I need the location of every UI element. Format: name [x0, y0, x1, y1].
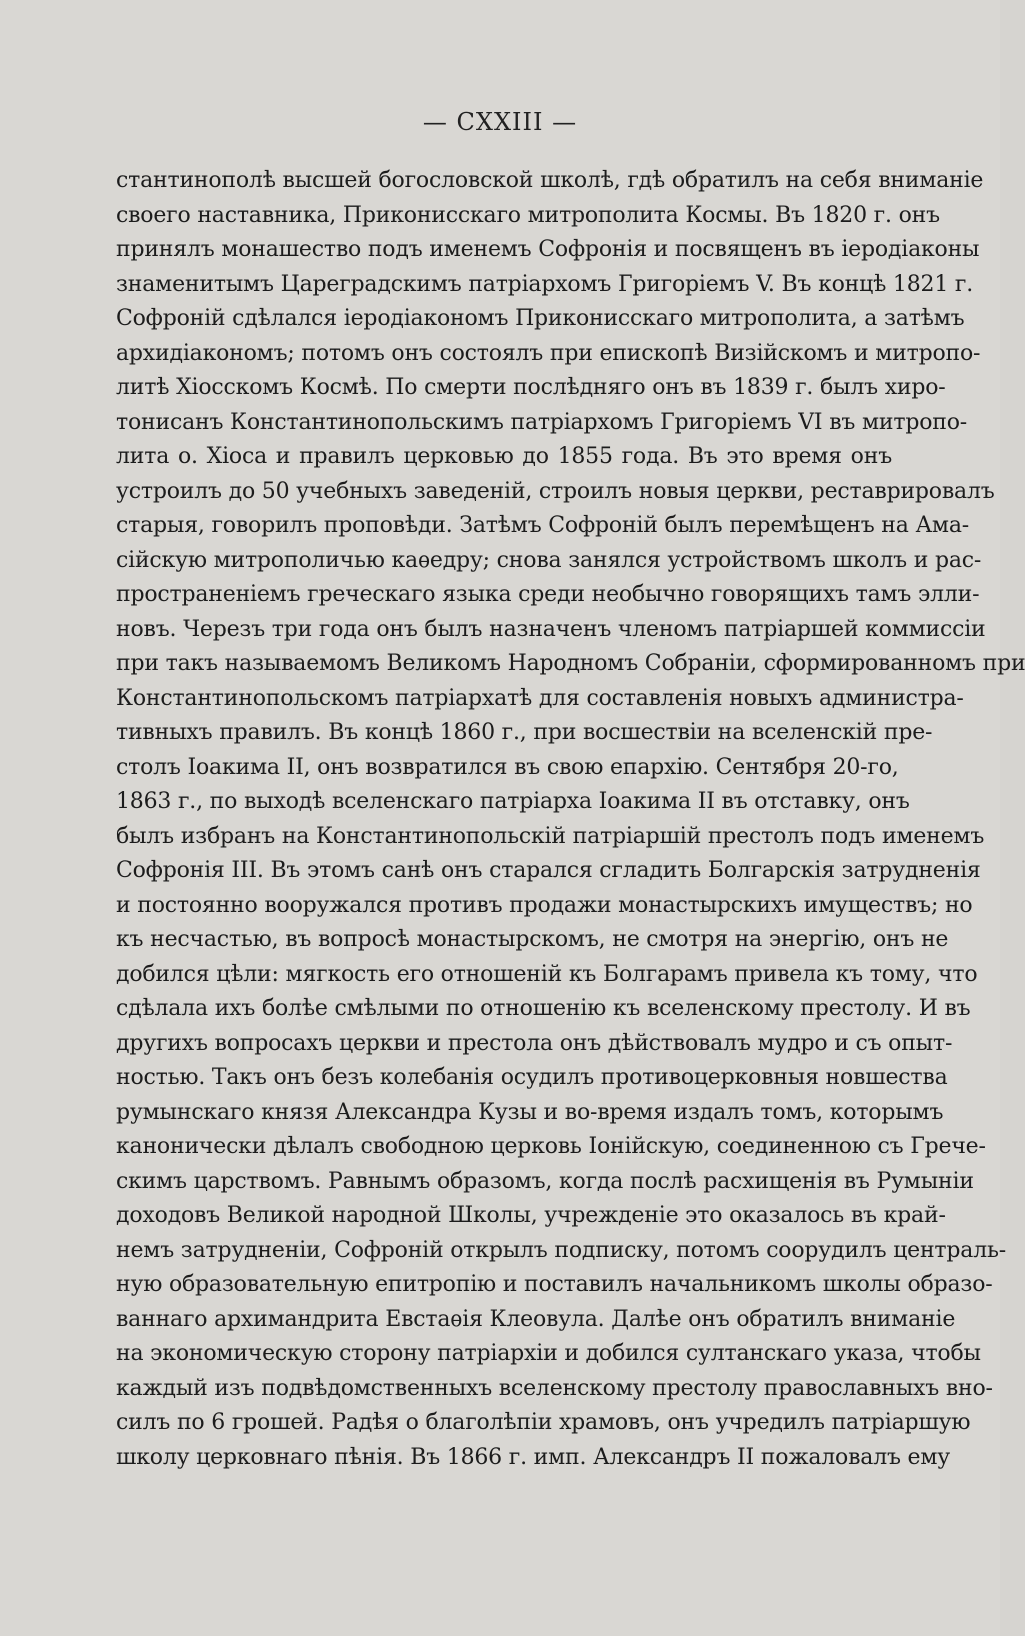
text-line: школу церковнаго пѣнія. Въ 1866 г. имп. Александръ II пожаловалъ ему — [116, 1444, 951, 1470]
text-line: стантинополѣ высшей богословской школѣ, гдѣ обратилъ на себя вниманіе — [116, 168, 984, 193]
text-line: немъ затрудненіи, Софроній открылъ подписку, потомъ соорудилъ централь- — [116, 1237, 1006, 1263]
text-line: литѣ Хіосскомъ Космѣ. По смерти послѣдняго онъ въ 1839 г. былъ хиро- — [116, 375, 946, 400]
text-line: румынскаго князя Александра Кузы и во-время издалъ томъ, которымъ — [116, 1099, 944, 1125]
text-line: былъ избранъ на Константинопольскій патріаршій престолъ подъ именемъ — [116, 823, 985, 849]
text-line: столъ Іоакима II, онъ возвратился въ свою епархію. Сентября 20-го, — [116, 754, 899, 780]
text-line: 1863 г., по выходѣ вселенскаго патріарха Іоакима II въ отставку, онъ — [116, 789, 910, 814]
text-line: сійскую митрополичью каѳедру; снова занялся устройствомъ школъ и рас- — [116, 547, 982, 573]
text-line: и постоянно вооружался противъ продажи монастырскихъ имуществъ; но — [116, 892, 973, 918]
text-line: Софроній сдѣлался іеродіакономъ Приконисскаго митрополита, а затѣмъ — [116, 306, 965, 331]
text-line: канонически дѣлалъ свободною церковь Іонійскую, соединенною съ Грече- — [116, 1134, 986, 1159]
text-line: каждый изъ подвѣдомственныхъ вселенскому престолу православныхъ вно- — [116, 1375, 993, 1401]
text-line: тонисанъ Константинопольскимъ патріархомъ Григоріемъ VI въ митропо- — [116, 409, 967, 435]
text-line: ваннаго архимандрита Евстаѳія Клеовула. Далѣе онъ обратилъ вниманіе — [116, 1306, 956, 1332]
text-line: своего наставника, Приконисскаго митрополита Космы. Въ 1820 г. онъ — [116, 202, 940, 228]
text-line: ную образовательную епитропію и поставилъ начальникомъ школы образо- — [116, 1272, 993, 1297]
body-text — [116, 164, 1025, 1475]
text-line: добился цѣли: мягкость его отношеній къ Болгарамъ привела къ тому, что — [116, 961, 978, 987]
text-line: знаменитымъ Цареградскимъ патріархомъ Григоріемъ V. Въ концѣ 1821 г. — [116, 271, 974, 297]
text-line: лита о. Хіоса и правилъ церковью до 1855 года. Въ это время онъ — [116, 444, 892, 469]
text-line: тивныхъ правилъ. Въ концѣ 1860 г., при восшествіи на вселенскій пре- — [116, 720, 933, 745]
text-line: пространеніемъ греческаго языка среди необычно говорящихъ тамъ элли- — [116, 582, 980, 607]
text-line: новъ. Черезъ три года онъ былъ назначенъ членомъ патріаршей коммиссіи — [116, 616, 986, 642]
text-line: другихъ вопросахъ церкви и престола онъ дѣйствовалъ мудро и съ опыт- — [116, 1030, 953, 1056]
text-line: принялъ монашество подъ именемъ Софронія и посвященъ въ іеродіаконы — [116, 237, 980, 262]
text-line: къ несчастью, въ вопросѣ монастырскомъ, не смотря на энергію, онъ не — [116, 927, 949, 952]
text-line: Константинопольскомъ патріархатѣ для составленія новыхъ администра- — [116, 685, 964, 711]
text-line: Софронія III. Въ этомъ санѣ онъ старался сгладить Болгарскія затрудненія — [116, 858, 981, 883]
text-line: старыя, говорилъ проповѣди. Затѣмъ Софроній былъ перемѣщенъ на Ама- — [116, 513, 969, 538]
text-line: ностью. Такъ онъ безъ колебанія осудилъ противоцерковныя новшества — [116, 1065, 948, 1090]
text-line: скимъ царствомъ. Равнымъ образомъ, когда послѣ расхищенія въ Румыніи — [116, 1168, 974, 1194]
text-line: силъ по 6 грошей. Радѣя о благолѣпіи храмовъ, онъ учредилъ патріаршую — [116, 1410, 971, 1435]
text-line: на экономическую сторону патріархіи и добился султанскаго указа, чтобы — [116, 1341, 981, 1366]
text-line: при такъ называемомъ Великомъ Народномъ Собраніи, сформированномъ при — [116, 651, 1025, 676]
text-line: архидіакономъ; потомъ онъ состоялъ при епископѣ Визійскомъ и митропо- — [116, 340, 981, 366]
text-line: устроилъ до 50 учебныхъ заведеній, строилъ новыя церкви, реставрировалъ — [116, 478, 995, 504]
page-number: — CXXIII — — [422, 108, 578, 136]
text-line: доходовъ Великой народной Школы, учрежденіе это оказалось въ край- — [116, 1203, 946, 1228]
text-line: сдѣлала ихъ болѣе смѣлыми по отношенію къ вселенскому престолу. И въ — [116, 996, 971, 1021]
